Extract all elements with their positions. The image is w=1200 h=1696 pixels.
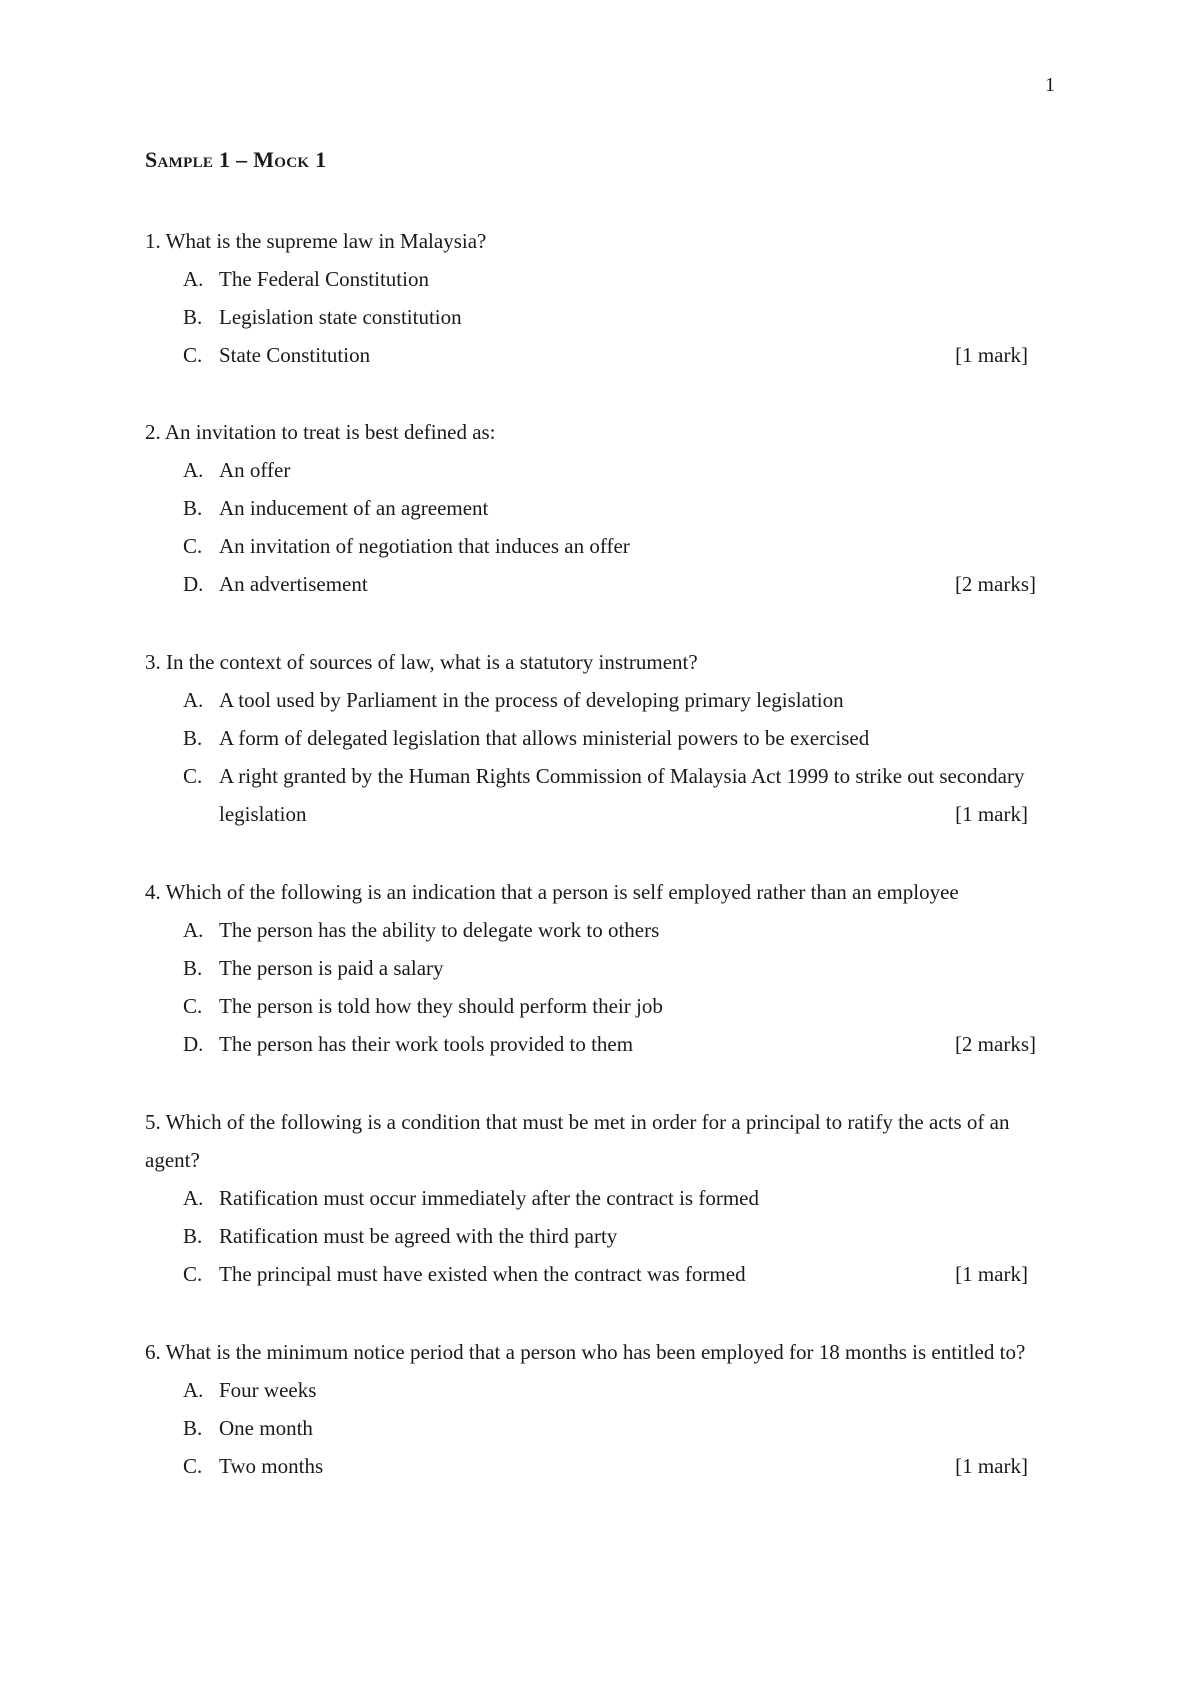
option-text: The person is told how they should perform their job bbox=[219, 994, 663, 1018]
marks-label: [2 marks] bbox=[954, 572, 1036, 596]
option-b bbox=[145, 1409, 1060, 1447]
question-stem: 2. An invitation to treat is best defined as: bbox=[145, 420, 496, 444]
option-letter: A. bbox=[183, 918, 204, 942]
option-letter: B. bbox=[183, 1416, 203, 1440]
option-a bbox=[145, 260, 1060, 298]
option-list bbox=[145, 260, 1060, 374]
option-text: A form of delegated legislation that allows ministerial powers to be exercised bbox=[219, 726, 870, 750]
option-d bbox=[145, 1025, 1060, 1063]
marks-label: [1 mark] bbox=[955, 1454, 1028, 1478]
question-1 bbox=[145, 222, 1060, 374]
option-b bbox=[145, 489, 1060, 527]
page-title: Sample 1 – Mock 1 bbox=[145, 147, 327, 172]
question-stem: 1. What is the supreme law in Malaysia? bbox=[145, 229, 487, 253]
option-text: State Constitution bbox=[219, 343, 371, 367]
option-a bbox=[145, 681, 1060, 719]
marks-label: [1 mark] bbox=[955, 802, 1028, 826]
option-a bbox=[145, 1179, 1060, 1217]
option-letter: A. bbox=[183, 1378, 204, 1402]
option-c bbox=[145, 1447, 1060, 1485]
option-text: The person has the ability to delegate work to others bbox=[219, 918, 660, 942]
page-number: 1 bbox=[1045, 74, 1055, 96]
option-text: The Federal Constitution bbox=[219, 267, 429, 291]
question-stem: 6. What is the minimum notice period that a person who has been employed for 18 months is entitled to? bbox=[145, 1340, 1026, 1364]
option-text: A tool used by Parliament in the process of developing primary legislation bbox=[219, 688, 844, 712]
option-letter: A. bbox=[183, 688, 204, 712]
option-list bbox=[145, 1179, 1060, 1293]
option-text: Ratification must occur immediately after the contract is formed bbox=[219, 1186, 759, 1210]
option-letter: C. bbox=[183, 1262, 203, 1286]
option-b bbox=[145, 949, 1060, 987]
option-list bbox=[145, 911, 1060, 1063]
option-letter: C. bbox=[183, 764, 203, 788]
option-letter: C. bbox=[183, 1454, 203, 1478]
option-c bbox=[145, 527, 1060, 565]
option-letter: D. bbox=[183, 572, 204, 596]
question-stem: 4. Which of the following is an indication that a person is self employed rather than an employee bbox=[145, 880, 959, 904]
option-letter: B. bbox=[183, 305, 203, 329]
option-text: An offer bbox=[219, 458, 291, 482]
option-text: Two months bbox=[219, 1454, 324, 1478]
option-c bbox=[145, 336, 1060, 374]
option-text: One month bbox=[219, 1416, 313, 1440]
marks-label: [2 marks] bbox=[954, 1032, 1036, 1056]
question-stem: 3. In the context of sources of law, what is a statutory instrument? bbox=[145, 650, 698, 674]
option-letter: A. bbox=[183, 1186, 204, 1210]
marks-label: [1 mark] bbox=[955, 343, 1028, 367]
option-c bbox=[145, 1255, 1060, 1293]
option-a bbox=[145, 911, 1060, 949]
question-3 bbox=[145, 643, 1060, 833]
option-text: The person has their work tools provided to them bbox=[219, 1032, 634, 1056]
option-letter: B. bbox=[183, 956, 203, 980]
option-text: An invitation of negotiation that induces an offer bbox=[219, 534, 630, 558]
option-letter: A. bbox=[183, 458, 204, 482]
option-letter: B. bbox=[183, 726, 203, 750]
question-5 bbox=[145, 1103, 1060, 1293]
option-d bbox=[145, 565, 1060, 603]
question-2 bbox=[145, 413, 1060, 603]
option-b bbox=[145, 719, 1060, 757]
option-text: An advertisement bbox=[219, 572, 368, 596]
option-a bbox=[145, 1371, 1060, 1409]
option-text: Four weeks bbox=[219, 1378, 317, 1402]
option-text: The principal must have existed when the contract was formed bbox=[219, 1262, 746, 1286]
option-text: The person is paid a salary bbox=[219, 956, 444, 980]
option-c bbox=[145, 987, 1060, 1025]
question-4 bbox=[145, 873, 1060, 1063]
option-text: Legislation state constitution bbox=[219, 305, 462, 329]
option-text: A right granted by the Human Rights Commission of Malaysia Act 1999 to strike out secondary legislation bbox=[219, 764, 1025, 826]
option-letter: A. bbox=[183, 267, 204, 291]
option-letter: B. bbox=[183, 496, 203, 520]
question-6 bbox=[145, 1333, 1060, 1485]
option-letter: C. bbox=[183, 994, 203, 1018]
option-letter: C. bbox=[183, 534, 203, 558]
option-text: An inducement of an agreement bbox=[219, 496, 489, 520]
option-b bbox=[145, 1217, 1060, 1255]
option-letter: C. bbox=[183, 343, 203, 367]
option-list bbox=[145, 451, 1060, 603]
option-letter: B. bbox=[183, 1224, 203, 1248]
option-text: Ratification must be agreed with the third party bbox=[219, 1224, 618, 1248]
option-b bbox=[145, 298, 1060, 336]
option-a bbox=[145, 451, 1060, 489]
option-list bbox=[145, 681, 1060, 833]
marks-label: [1 mark] bbox=[955, 1262, 1028, 1286]
option-list bbox=[145, 1371, 1060, 1485]
option-c bbox=[145, 757, 1060, 833]
option-letter: D. bbox=[183, 1032, 204, 1056]
question-stem: 5. Which of the following is a condition that must be met in order for a principal to ratify the acts of an agent? bbox=[145, 1110, 1010, 1172]
